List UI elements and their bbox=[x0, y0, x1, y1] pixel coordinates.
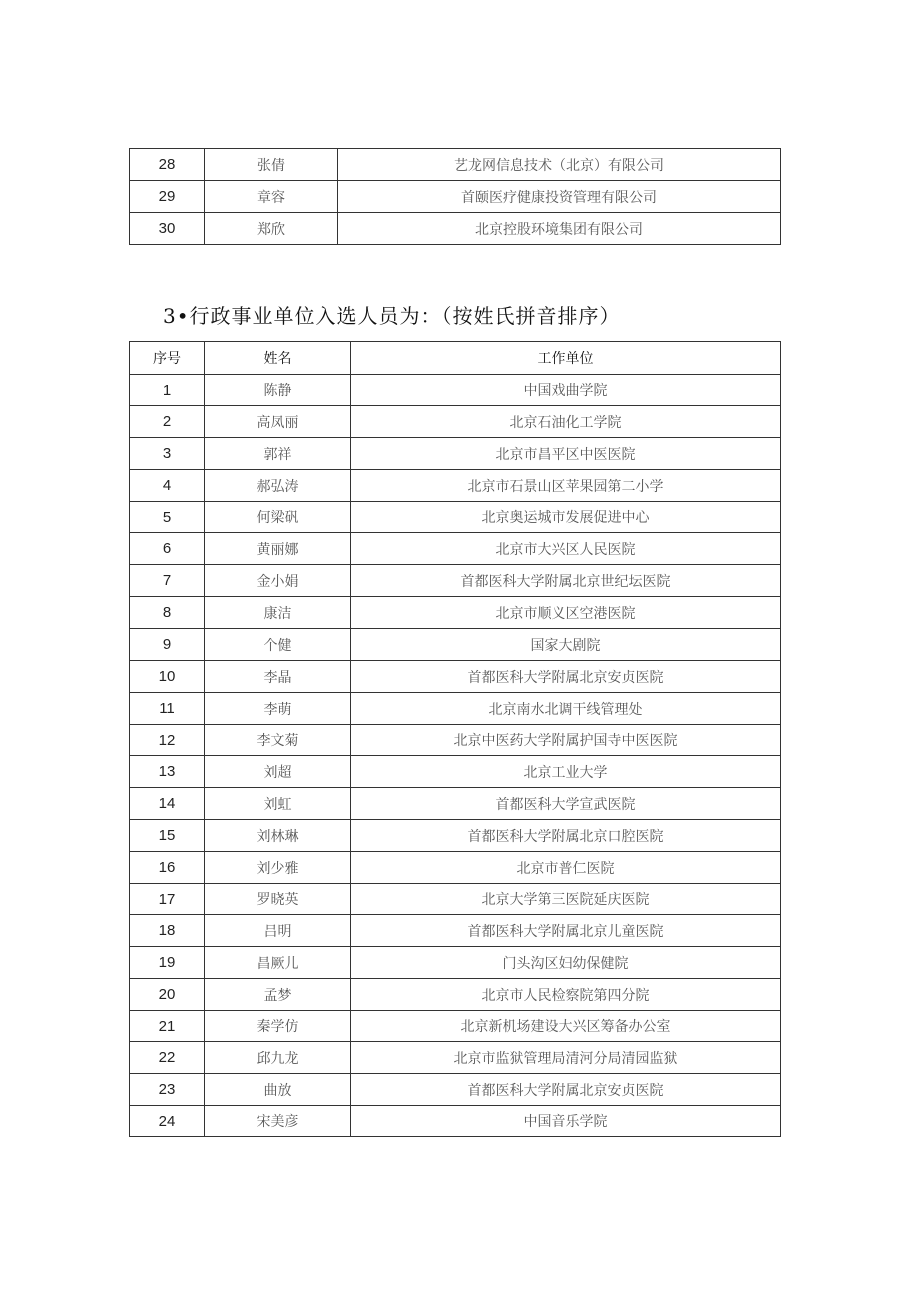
row-number: 19 bbox=[130, 947, 205, 979]
row-number: 1 bbox=[130, 375, 205, 406]
row-name: 个健 bbox=[205, 629, 351, 661]
row-number: 29 bbox=[130, 181, 205, 213]
row-number: 20 bbox=[130, 979, 205, 1011]
table-row bbox=[130, 470, 781, 502]
header-organization: 工作单位 bbox=[351, 342, 781, 375]
continued-table bbox=[129, 148, 781, 245]
table-row bbox=[130, 149, 781, 181]
table-row bbox=[130, 947, 781, 979]
row-organization: 中国音乐学院 bbox=[351, 1106, 781, 1137]
row-number: 16 bbox=[130, 852, 205, 884]
selected-staff-table-body bbox=[130, 375, 781, 1137]
table-row bbox=[130, 597, 781, 629]
continued-table-body bbox=[130, 149, 781, 245]
table-row bbox=[130, 884, 781, 915]
row-name: 李萌 bbox=[205, 693, 351, 725]
table-row bbox=[130, 756, 781, 788]
row-name: 高凤丽 bbox=[205, 406, 351, 438]
row-name: 康洁 bbox=[205, 597, 351, 629]
table-row bbox=[130, 979, 781, 1011]
row-name: 邱九龙 bbox=[205, 1042, 351, 1074]
header-name: 姓名 bbox=[205, 342, 351, 375]
row-organization: 北京南水北调干线管理处 bbox=[351, 693, 781, 725]
row-name: 曲放 bbox=[205, 1074, 351, 1106]
row-number: 23 bbox=[130, 1074, 205, 1106]
row-organization: 首都医科大学附属北京安贞医院 bbox=[351, 1074, 781, 1106]
row-number: 15 bbox=[130, 820, 205, 852]
row-name: 郭祥 bbox=[205, 438, 351, 470]
table-row bbox=[130, 852, 781, 884]
row-number: 11 bbox=[130, 693, 205, 725]
row-number: 13 bbox=[130, 756, 205, 788]
table-row bbox=[130, 375, 781, 406]
table-row bbox=[130, 1042, 781, 1074]
row-number: 2 bbox=[130, 406, 205, 438]
row-name: 罗晓英 bbox=[205, 884, 351, 915]
row-number: 9 bbox=[130, 629, 205, 661]
table-row bbox=[130, 661, 781, 693]
table-row bbox=[130, 181, 781, 213]
row-name: 昌厥儿 bbox=[205, 947, 351, 979]
row-organization: 首都医科大学附属北京世纪坛医院 bbox=[351, 565, 781, 597]
row-number: 12 bbox=[130, 725, 205, 756]
row-organization: 北京市石景山区苹果园第二小学 bbox=[351, 470, 781, 502]
row-number: 24 bbox=[130, 1106, 205, 1137]
row-organization: 中国戏曲学院 bbox=[351, 375, 781, 406]
row-organization: 艺龙网信息技术（北京）有限公司 bbox=[338, 149, 781, 181]
row-organization: 北京市顺义区空港医院 bbox=[351, 597, 781, 629]
row-organization: 首都医科大学附属北京儿童医院 bbox=[351, 915, 781, 947]
row-organization: 北京市昌平区中医医院 bbox=[351, 438, 781, 470]
row-organization: 北京石油化工学院 bbox=[351, 406, 781, 438]
row-name: 何梁矾 bbox=[205, 502, 351, 533]
row-organization: 北京市监狱管理局清河分局清园监狱 bbox=[351, 1042, 781, 1074]
row-number: 8 bbox=[130, 597, 205, 629]
row-name: 陈静 bbox=[205, 375, 351, 406]
row-organization: 北京中医药大学附属护国寺中医医院 bbox=[351, 725, 781, 756]
table-row bbox=[130, 533, 781, 565]
row-number: 28 bbox=[130, 149, 205, 181]
row-number: 7 bbox=[130, 565, 205, 597]
row-name: 秦学仿 bbox=[205, 1011, 351, 1042]
table-row bbox=[130, 693, 781, 725]
selected-staff-table bbox=[129, 341, 781, 1137]
row-number: 30 bbox=[130, 213, 205, 245]
row-name: 刘虹 bbox=[205, 788, 351, 820]
row-number: 10 bbox=[130, 661, 205, 693]
row-number: 6 bbox=[130, 533, 205, 565]
row-name: 张倩 bbox=[205, 149, 338, 181]
table-row bbox=[130, 915, 781, 947]
row-number: 5 bbox=[130, 502, 205, 533]
row-organization: 北京新机场建设大兴区筹备办公室 bbox=[351, 1011, 781, 1042]
row-organization: 首颐医疗健康投资管理有限公司 bbox=[338, 181, 781, 213]
row-name: 章容 bbox=[205, 181, 338, 213]
row-name: 孟梦 bbox=[205, 979, 351, 1011]
table-row bbox=[130, 725, 781, 756]
table-row bbox=[130, 629, 781, 661]
table-row bbox=[130, 1011, 781, 1042]
table-row bbox=[130, 502, 781, 533]
row-name: 郝弘涛 bbox=[205, 470, 351, 502]
row-organization: 北京奥运城市发展促进中心 bbox=[351, 502, 781, 533]
row-name: 李晶 bbox=[205, 661, 351, 693]
row-organization: 首都医科大学附属北京口腔医院 bbox=[351, 820, 781, 852]
table-row bbox=[130, 788, 781, 820]
row-number: 21 bbox=[130, 1011, 205, 1042]
row-number: 14 bbox=[130, 788, 205, 820]
row-number: 4 bbox=[130, 470, 205, 502]
table-row bbox=[130, 438, 781, 470]
table-row bbox=[130, 213, 781, 245]
row-organization: 北京市普仁医院 bbox=[351, 852, 781, 884]
table-row bbox=[130, 820, 781, 852]
row-name: 刘少雅 bbox=[205, 852, 351, 884]
row-number: 17 bbox=[130, 884, 205, 915]
row-organization: 北京工业大学 bbox=[351, 756, 781, 788]
row-number: 3 bbox=[130, 438, 205, 470]
header-number: 序号 bbox=[130, 342, 205, 375]
row-organization: 北京市大兴区人民医院 bbox=[351, 533, 781, 565]
table-row bbox=[130, 1106, 781, 1137]
table-row bbox=[130, 406, 781, 438]
row-organization: 北京大学第三医院延庆医院 bbox=[351, 884, 781, 915]
row-organization: 门头沟区妇幼保健院 bbox=[351, 947, 781, 979]
table-row bbox=[130, 565, 781, 597]
row-organization: 首都医科大学附属北京安贞医院 bbox=[351, 661, 781, 693]
row-name: 黄丽娜 bbox=[205, 533, 351, 565]
row-name: 金小娟 bbox=[205, 565, 351, 597]
row-name: 刘超 bbox=[205, 756, 351, 788]
row-name: 刘林琳 bbox=[205, 820, 351, 852]
row-organization: 国家大剧院 bbox=[351, 629, 781, 661]
row-name: 李文菊 bbox=[205, 725, 351, 756]
row-name: 宋美彦 bbox=[205, 1106, 351, 1137]
row-organization: 北京控股环境集团有限公司 bbox=[338, 213, 781, 245]
row-organization: 北京市人民检察院第四分院 bbox=[351, 979, 781, 1011]
row-number: 22 bbox=[130, 1042, 205, 1074]
row-name: 郑欣 bbox=[205, 213, 338, 245]
table-row bbox=[130, 1074, 781, 1106]
row-organization: 首都医科大学宣武医院 bbox=[351, 788, 781, 820]
table-header-row bbox=[130, 342, 781, 375]
row-name: 吕明 bbox=[205, 915, 351, 947]
section-title: 3•行政事业单位入选人员为：（按姓氏拼音排序） bbox=[163, 304, 621, 328]
row-number: 18 bbox=[130, 915, 205, 947]
